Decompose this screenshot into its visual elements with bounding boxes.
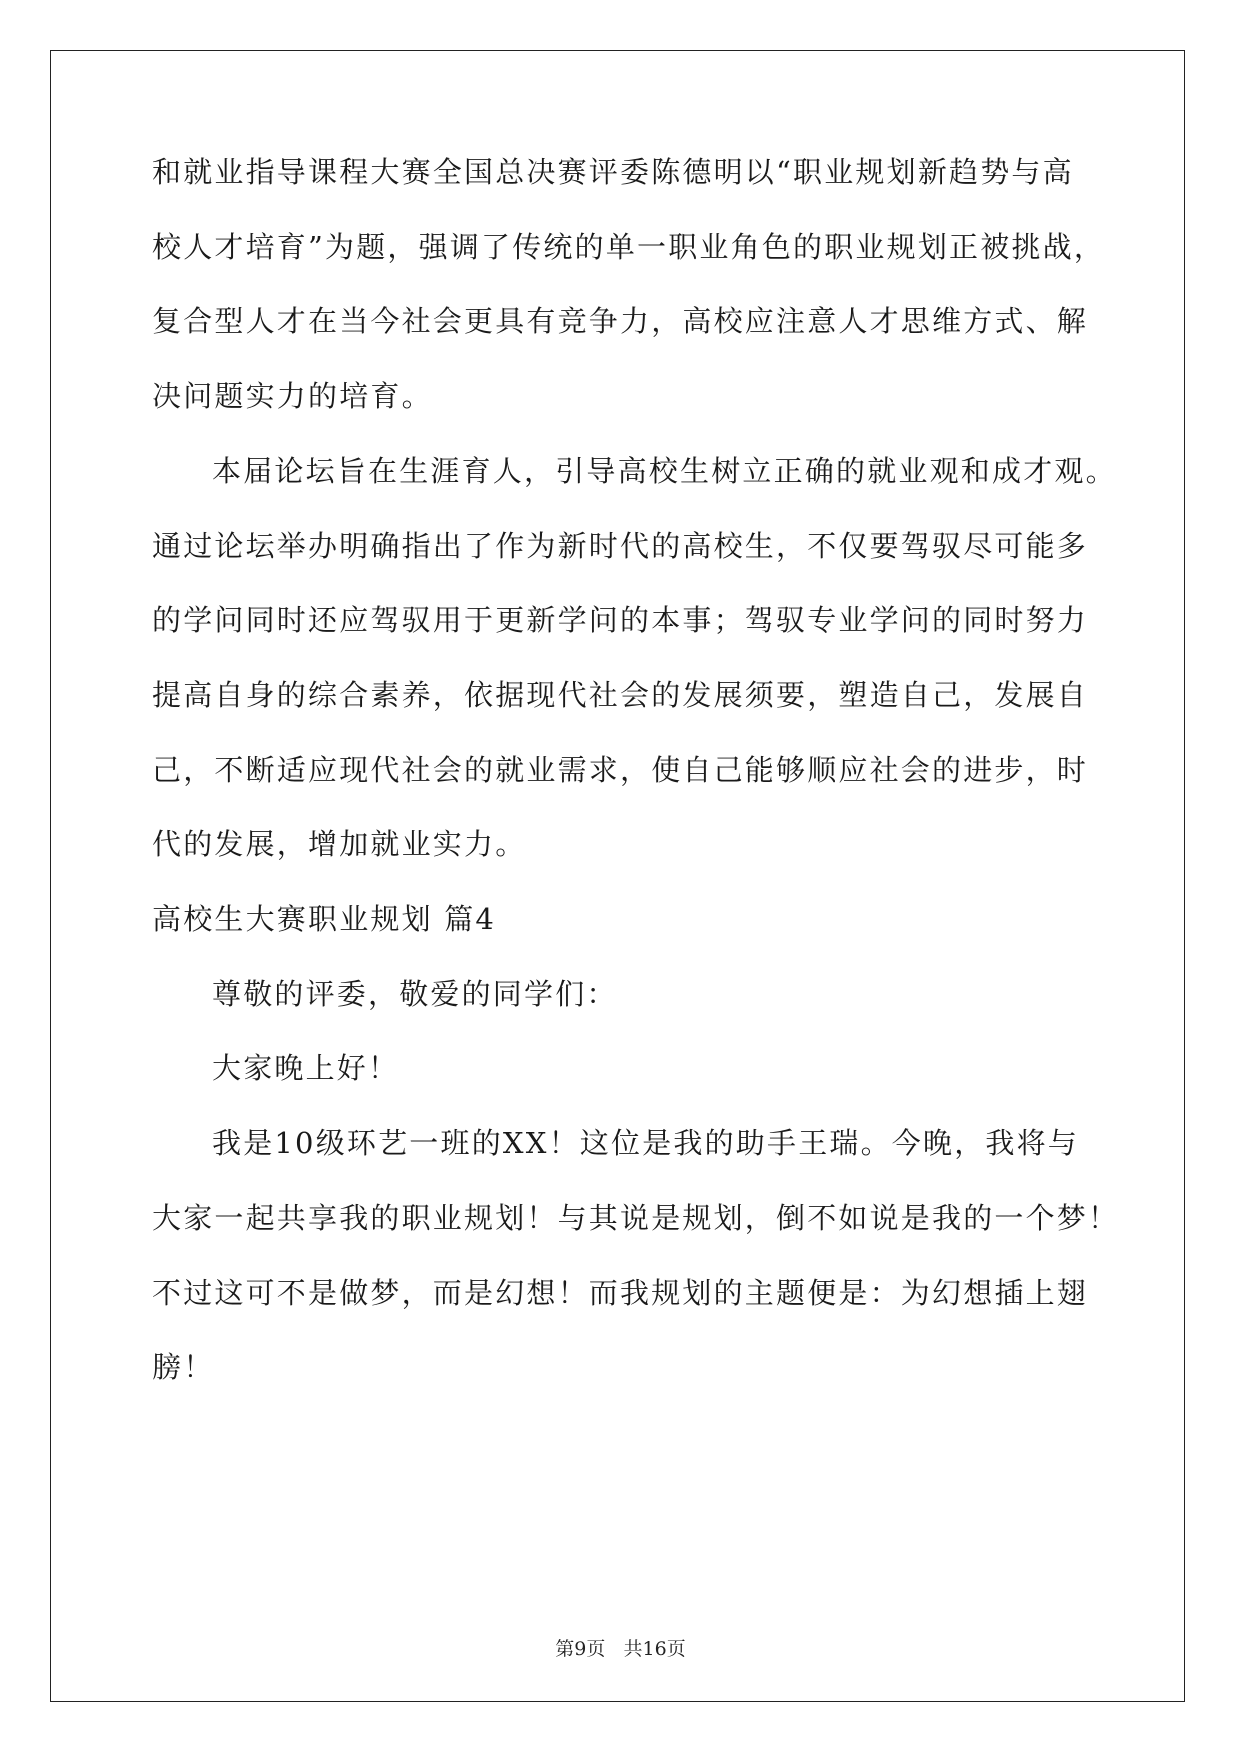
page-border [50, 50, 1185, 1702]
paragraph-line: 代的发展，增加就业实力。 [152, 827, 527, 861]
paragraph-line: 不过这可不是做梦，而是幻想！而我规划的主题便是：为幻想插上翅 [152, 1276, 1089, 1310]
greeting-line: 大家晚上好！ [212, 1051, 400, 1085]
paragraph-line: 通过论坛举办明确指出了作为新时代的高校生，不仅要驾驭尽可能多 [152, 529, 1089, 563]
page-footer [0, 1637, 1241, 1661]
paragraph-line: 和就业指导课程大赛全国总决赛评委陈德明以“职业规划新趋势与高 [152, 155, 1074, 189]
greeting-line: 尊敬的评委，敬爱的同学们： [212, 977, 618, 1011]
page-number: 第9页 [555, 1638, 606, 1660]
page-total: 共16页 [623, 1638, 686, 1660]
paragraph-line: 的学问同时还应驾驭用于更新学问的本事；驾驭专业学问的同时努力 [152, 603, 1089, 637]
paragraph-line: 提高自身的综合素养，依据现代社会的发展须要，塑造自己，发展自 [152, 678, 1089, 712]
paragraph-line: 复合型人才在当今社会更具有竞争力，高校应注意人才思维方式、解 [152, 304, 1089, 338]
paragraph-line: 我是10级环艺一班的XX！这位是我的助手王瑞。今晚，我将与 [212, 1126, 1079, 1160]
section-heading: 高校生大赛职业规划 篇4 [152, 902, 497, 936]
paragraph-line: 己，不断适应现代社会的就业需求，使自己能够顺应社会的进步，时 [152, 753, 1089, 787]
paragraph-line: 决问题实力的培育。 [152, 379, 433, 413]
paragraph-line: 大家一起共享我的职业规划！与其说是规划，倒不如说是我的一个梦！ [152, 1201, 1120, 1235]
paragraph-line: 校人才培育”为题，强调了传统的单一职业角色的职业规划正被挑战， [152, 230, 1106, 264]
paragraph-line: 本届论坛旨在生涯育人，引导高校生树立正确的就业观和成才观。 [212, 454, 1117, 488]
paragraph-line: 膀！ [152, 1350, 215, 1384]
